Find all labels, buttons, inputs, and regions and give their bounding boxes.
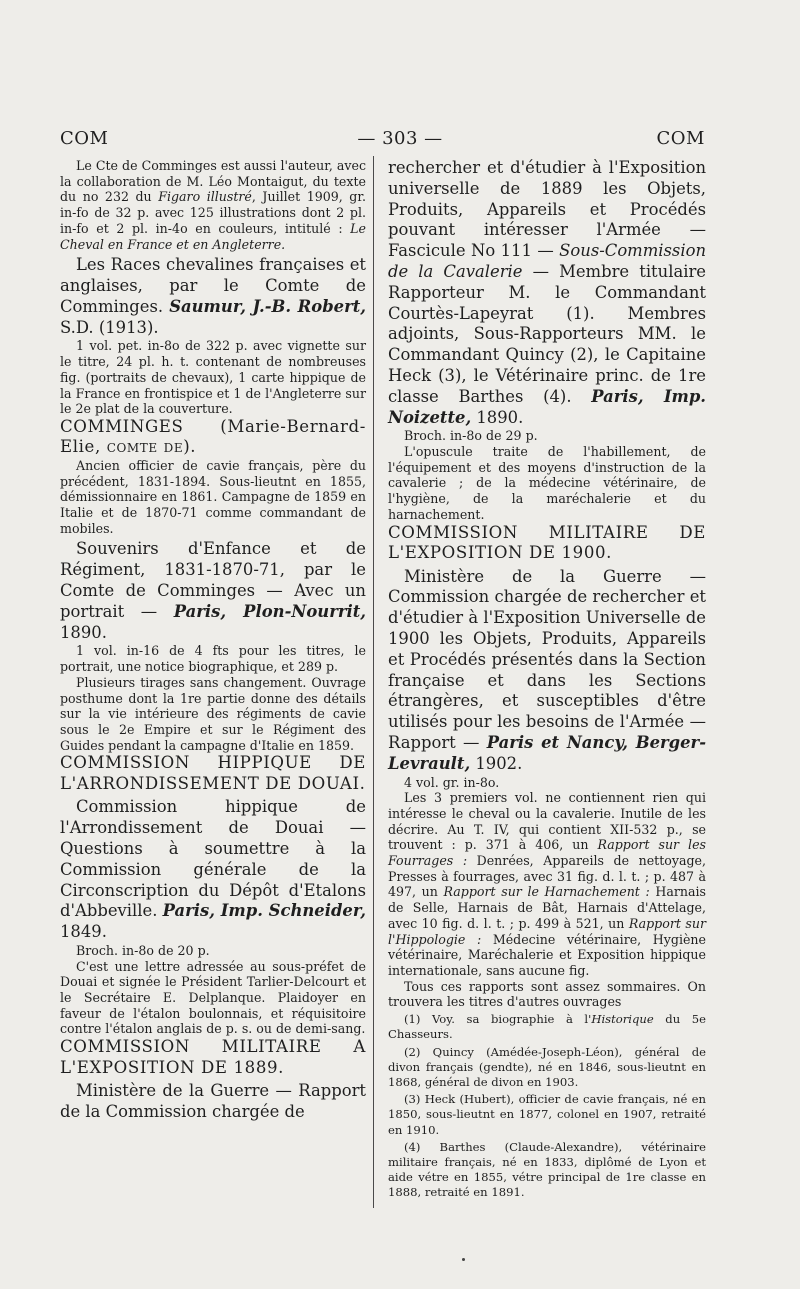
entry-1889-note: L'opuscule traite de l'habillement, de l'équipement et des moyens d'instruction de la cavalerie ; de la médecine vétérinaire, de l'hygiène, de la maréchalerie et du harnachement. <box>388 444 706 522</box>
entry-douai-description: Broch. in-8o de 20 p. <box>76 942 210 958</box>
print-speck <box>462 1258 465 1261</box>
entry-races-description: 1 vol. pet. in-8o de 322 p. avec vignette sur le titre, 24 pl. h. t. contenant de nombreuses fig. (portraits de chevaux), 1 carte hippique de la France en frontispice et 1 de l'Angleterre sur le 2e plat de la couverture. <box>60 338 366 417</box>
comminges-biography: Ancien officier de cavie français, père du précédent, 1831-1894. Sous-lieutnt en 1855, démissionnaire en 1861. Campagne de 1859 en Italie et de 1870-71 comme commandant de mobiles. <box>60 457 366 536</box>
note-figaro: Le Cte de Comminges est aussi l'auteur, avec la collaboration de M. Léo Montaigut, du texte du no 232 du Figaro illustré, Juillet 1909, gr. in-fo de 32 p. avec 125 illustrations dont 2 pl. in-fo et 2 pl. in-4o en couleurs, intitulé : Le Cheval en France et en Angleterre. <box>60 158 367 252</box>
left-column <box>60 158 366 1123</box>
entry-races-chevalines: Les Races chevalines françaises et anglaises, par le Comte de Comminges. Saumur, J.-B. Robert, S.D. (1913). <box>60 255 366 337</box>
heading-commission-1900: COMMISSION MILITAIRE DE L'EXPOSITION DE 1900. <box>388 522 706 563</box>
entry-commission-1900: Ministère de la Guerre — Commission chargée de rechercher et d'étudier à l'Exposition Universelle de 1900 les Objets, Produits, Appareils et Procédés présentés dans la Section française et dans les Sections étrangères, et susceptibles d'être utilisés pour les besoins de l'Armée — Rapport — Paris et Nancy, Berger-Levrault, 1902. <box>388 566 706 773</box>
entry-commission-douai: Commission hippique de l'Arrondissement de Douai — Questions à soumettre à la Commission générale de la Circonscription du Dépôt d'Etalons d'Abbeville. Paris, Imp. Schneider, 1849. <box>60 797 366 942</box>
entry-commission-1889-start: Ministère de la Guerre — Rapport de la Commission chargée de <box>60 1081 366 1121</box>
footnote-4: (4) Barthes (Claude-Alexandre), vétérinaire militaire français, né en 1833, diplômé de Lyon et aide vétre en 1855, vétre principal de 1re classe en 1888, retraité en 1891. <box>388 1139 706 1200</box>
footnote-2: (2) Quincy (Amédée-Joseph-Léon), général de divon français (gendte), né en 1846, sous-lieutnt en 1868, général de divon en 1903. <box>388 1044 706 1089</box>
footnote-3: (3) Heck (Hubert), officier de cavie français, né en 1850, sous-lieutnt en 1877, colonel en 1907, retraité en 1910. <box>388 1092 706 1137</box>
entry-1900-description: 4 vol. gr. in-8o. <box>404 774 500 790</box>
column-rule <box>373 156 374 1208</box>
running-head-right: COM <box>656 128 705 149</box>
page-number: — 303 — <box>357 128 443 149</box>
running-head-left: COM <box>60 128 109 149</box>
heading-commission-1889: COMMISSION MILITAIRE A L'EXPOSITION DE 1889. <box>60 1037 366 1077</box>
entry-1889-description: Broch. in-8o de 29 p. <box>404 428 538 444</box>
entry-commission-1889-continued: rechercher et d'étudier à l'Exposition universelle de 1889 les Objets, Produits, Appareils et Procédés pouvant intéresser l'Armée — Fascicule No 111 — Sous-Commission de la Cavalerie — Membre titulaire Rapporteur M. le Commandant Courtès-Lapeyrat (1). Membres adjoints, Sous-Rapporteurs MM. le Commandant Quincy (2), le Capitaine Heck (3), le Vétérinaire princ. de 1re classe Barthes (4). Paris, Imp. Noizette, 1890. <box>388 158 706 427</box>
entry-douai-note: C'est une lettre adressée au sous-préfet de Douai et signée le Président Tarlier-Delcourt et le Secrétaire E. Delplanque. Plaidoyer en faveur de l'étalon boulonnais, et réquisitoire contre l'étalon anglais de p. s. ou de demi-sang. <box>60 958 366 1037</box>
footnote-1: (1) Voy. sa biographie à l'Historique du 5e Chasseurs. <box>388 1012 706 1042</box>
entry-souvenirs: Souvenirs d'Enfance et de Régiment, 1831-1870-71, par le Comte de Comminges — Avec un portrait — Paris, Plon-Nourrit, 1890. <box>60 539 366 642</box>
entry-1900-note: Les 3 premiers vol. ne contiennent rien qui intéresse le cheval ou la cavalerie. Inutile de les décrire. Au T. IV, qui contient XII-532 p., se trouvent : p. 371 à 406, un Rapport sur les Fourrages : Denrées, Appareils de nettoyage, Presses à fourrages, avec 31 fig. d. l. t. ; p. 487 à 497, un Rapport sur le Harnachement : Harnais de Selle, Harnais de Bât, Harnais d'Attelage, avec 10 fig. d. l. t. ; p. 499 à 521, un Rapport sur l'Hippologie : Médecine vétérinaire, Hygiène vétérinaire, Maréchalerie et Exposition hippique internationale, sans aucune fig. <box>388 790 706 978</box>
heading-commission-douai: COMMISSION HIPPIQUE DE L'ARRONDISSEMENT DE DOUAI. <box>60 753 366 793</box>
entry-souvenirs-description: 1 vol. in-16 de 4 fts pour les titres, le portrait, une notice biographique, et 289 p. <box>60 643 366 675</box>
heading-comminges: COMMINGES (Marie-Bernard-Elie, comte de). <box>60 416 366 457</box>
entry-1900-note-end: Tous ces rapports sont assez sommaires. On trouvera les titres d'autres ouvrages <box>388 978 706 1010</box>
entry-souvenirs-note: Plusieurs tirages sans changement. Ouvrage posthume dont la 1re partie donne des détails sur la vie intérieure des régiments de cavie sous le 2e Empire et sur le Régiment des Guides pendant la campagne d'Italie en 1859. <box>60 674 366 753</box>
right-column <box>388 158 706 1201</box>
